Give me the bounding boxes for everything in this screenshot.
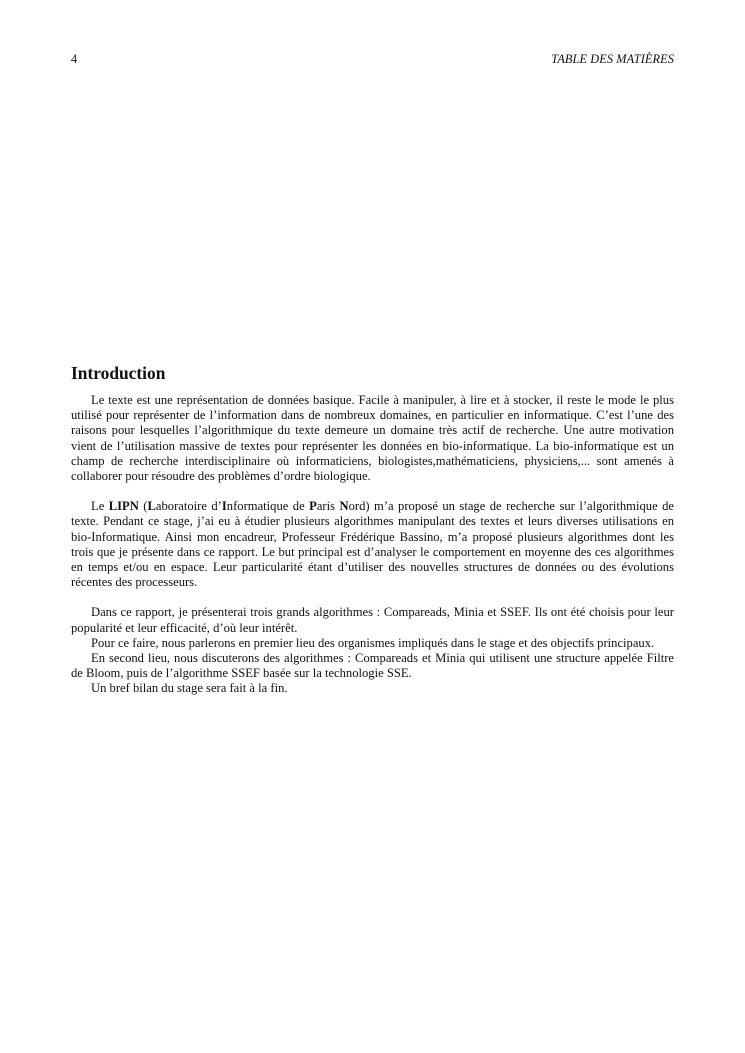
body-text xyxy=(71,393,674,697)
initial-p: P xyxy=(309,499,317,514)
text-fragment: Le xyxy=(91,499,109,514)
paragraph-motivation: Le texte est une représentation de données basique. Facile à manipuler, à lire et à stocker, il reste le mode le plus utilisé pour représenter de l’information dans de nombreux domaines, en particulier en informatique. C’est l’une des raisons pour lesquelles l’algorithmique du texte demeure un domaine très actif de recherche. Une autre motivation vient de l’utilisation massive de textes pour représenter les données en bio-informatique. La bio-informatique est un champ de recherche interdisciplinaire où informaticiens, biologistes,mathématiciens, physiciens,... sont amenés à collaborer pour résoudre des problèmes d’ordre biologique. xyxy=(71,393,674,484)
text-fragment: ( xyxy=(138,499,148,514)
page-number: 4 xyxy=(71,52,78,66)
initial-i: I xyxy=(221,499,227,514)
lipn-acronym: LIPN xyxy=(108,499,139,514)
section-title: Introduction xyxy=(71,363,166,383)
initial-n: N xyxy=(339,499,349,514)
running-head xyxy=(71,51,674,67)
paragraph-internship xyxy=(71,499,674,590)
paragraph-algorithms: Dans ce rapport, je présenterai trois grands algorithmes : Compareads, Minia et SSEF. Ils ont été choisis pour leur popularité et leur efficacité, d’où leur intérêt. xyxy=(71,605,674,635)
text-fragment: ord) m’a proposé un stage de recherche sur l’algorithmique de texte. Pendant ce stage, j’ai eu à étudier plusieurs algorithmes manipulant des textes et leurs diverses utilisations en bio-Informatique. Ainsi mon encadreur, Professeur Frédérique Bassino, m’a proposé plusieurs algorithmes dont les trois que je présente dans ce rapport. Le but principal est d’analyser le comportement en moyenne des ces algorithmes en temps et/ou en espace. Leur particularité étant d’utiliser des nouvelles structures de données ou des évolutions récentes des processeurs. xyxy=(71,499,674,590)
text-fragment: aris xyxy=(316,499,340,514)
running-title: TABLE DES MATIÈRES xyxy=(551,52,674,66)
paragraph-summary: Un bref bilan du stage sera fait à la fin. xyxy=(91,681,288,696)
text-fragment: aboratoire d’ xyxy=(155,499,222,514)
paragraph-organisms: Pour ce faire, nous parlerons en premier lieu des organismes impliqués dans le stage et des objectifs principaux. xyxy=(91,635,655,650)
paragraph-second: En second lieu, nous discuterons des algorithmes : Compareads et Minia qui utilisent une structure appelée Filtre de Bloom, puis de l’algorithme SSEF basée sur la technologie SSE. xyxy=(71,651,674,681)
text-fragment: nformatique de xyxy=(226,499,310,514)
initial-l: L xyxy=(147,499,156,514)
